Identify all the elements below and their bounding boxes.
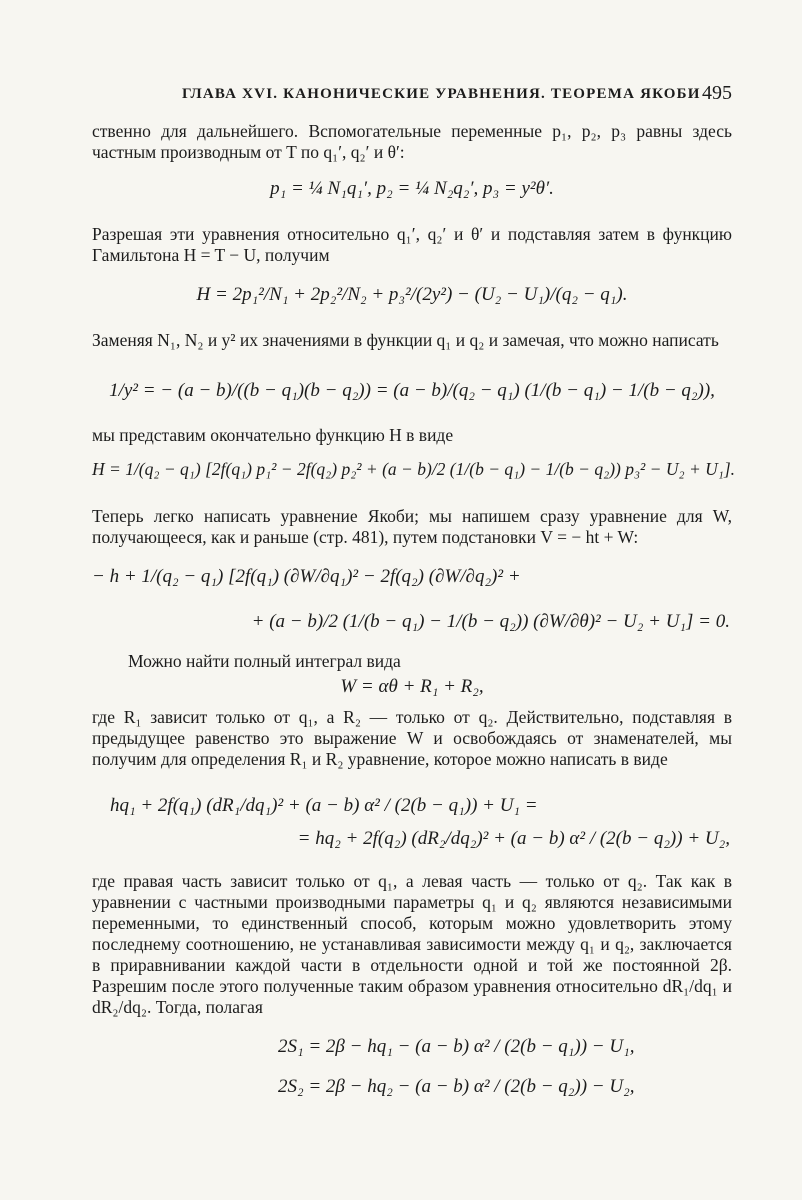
equation-separation-line-2: = hq₂ + 2f(q₂) (dR₂/dq₂)² + (a − b) α² / (2(b − q₂)) + U₂, [297,828,730,849]
paragraph-7: где R₁ зависит только от q₁, а R₂ — только от q₂. Действительно, подставляя в предыдущее равенство это выражение W и освобождаясь от знаменателей, мы получим для определения R₁ и R₂ уравнение, которое можно написать в виде [92,707,732,769]
equation-hamiltonian-final: H = 1/(q₂ − q₁) [2f(q₁) p₁² − 2f(q₂) p₂² + (a − b)/2 (1/(b − q₁) − 1/(b − q₂)) p₃² − U₂ + U₁]. [92,459,736,479]
paragraph-4: мы представим окончательно функцию H в виде [92,425,454,445]
equation-s2: 2S₂ = 2β − hq₂ − (a − b) α² / (2(b − q₂)) − U₂, [278,1076,635,1097]
equation-separation-line-1: hq₁ + 2f(q₁) (dR₁/dq₁)² + (a − b) α² / (2(b − q₁)) + U₁ = [110,795,538,816]
paragraph-2: Разрешая эти уравнения относительно q₁′, q₂′ и θ′ и подставляя затем в функцию Гамильтона H = T − U, получим [92,224,732,265]
equation-jacobi-line-1: − h + 1/(q₂ − q₁) [2f(q₁) (∂W/∂q₁)² − 2f(q₂) (∂W/∂q₂)² + [92,566,521,587]
page-header [182,84,732,108]
paragraph-6: Можно найти полный интеграл вида [128,651,401,671]
paragraph-8: где правая часть зависит только от q₁, а левая часть — только от q₂. Так как в уравнении с частными производными параметры q₁ и q₂ являются независимыми переменными, то единственный способ, которым можно удовлетворить этому последнему соотношению, не устанавливая зависимости между q₁ и q₂, заключается в приравнивании каждой части в отдельности одной и той же постоянной 2β. Разрешим после этого полученные таким образом уравнения относительно dR₁/dq₁ и dR₂/dq₂. Тогда, полагая [92,871,732,1017]
equation-hamiltonian: H = 2p₁²/N₁ + 2p₂²/N₂ + p₃²/(2y²) − (U₂ − U₁)/(q₂ − q₁). [196,284,628,305]
equation-jacobi-line-2: + (a − b)/2 (1/(b − q₁) − 1/(b − q₂)) (∂W/∂θ)² − U₂ + U₁] = 0. [251,611,730,632]
page-number: 495 [702,82,732,104]
equation-y-squared: 1/y² = − (a − b)/((b − q₁)(b − q₂)) = (a − b)/(q₂ − q₁) (1/(b − q₁) − 1/(b − q₂)), [109,380,715,401]
equation-momenta: p₁ = ¼ N₁q₁′, p₂ = ¼ N₂q₂′, p₃ = y²θ′. [270,178,554,199]
equation-complete-integral: W = αθ + R₁ + R₂, [340,676,484,697]
paragraph-1: ственно для дальнейшего. Вспомогательные переменные p₁, p₂, p₃ равны здесь частным производным от T по q₁′, q₂′ и θ′: [92,121,732,162]
paragraph-5: Теперь легко написать уравнение Якоби; мы напишем сразу уравнение для W, получающееся, как и раньше (стр. 481), путем подстановки V = − ht + W: [92,506,732,547]
paragraph-3: Заменяя N₁, N₂ и y² их значениями в функции q₁ и q₂ и замечая, что можно написать [92,330,719,350]
running-head: ГЛАВА XVI. КАНОНИЧЕСКИЕ УРАВНЕНИЯ. ТЕОРЕМА ЯКОБИ [182,86,701,102]
equation-s1: 2S₁ = 2β − hq₁ − (a − b) α² / (2(b − q₁)) − U₁, [278,1036,635,1057]
